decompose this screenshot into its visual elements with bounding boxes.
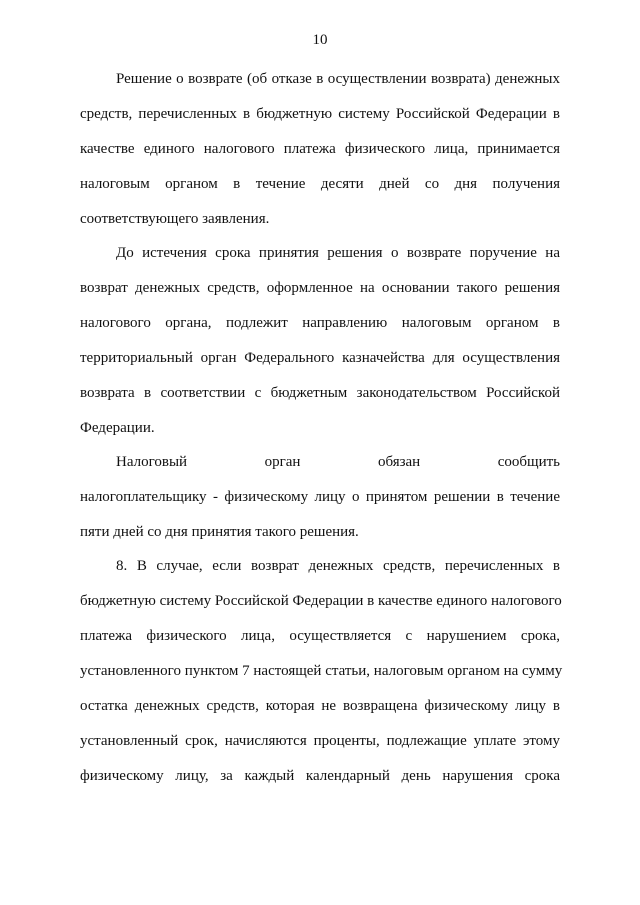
paragraph-4-line-2: бюджетную систему Российской Федерации в качестве единого налогового: [80, 593, 562, 609]
paragraph-2-line-3: налогового органа, подлежит направлению налоговым органом в: [80, 315, 560, 331]
paragraph-4-line-6: установленный срок, начисляются проценты, подлежащие уплате этому: [80, 733, 560, 749]
paragraph-3-line-2: налогоплательщику - физическому лицу о принятом решении в течение: [80, 489, 560, 505]
paragraph-1-line-4: налоговым органом в течение десяти дней со дня получения: [80, 176, 560, 192]
paragraph-4-line-7: физическому лицу, за каждый календарный день нарушения срока: [80, 768, 560, 784]
paragraph-2-line-5: возврата в соответствии с бюджетным законодательством Российской: [80, 385, 560, 401]
paragraph-2-line-6: Федерации.: [80, 420, 155, 436]
paragraph-1-line-5: соответствующего заявления.: [80, 211, 270, 227]
paragraph-1-line-2: средств, перечисленных в бюджетную систему Российской Федерации в: [80, 106, 560, 122]
paragraph-4-line-4: установленного пунктом 7 настоящей статьи, налоговым органом на сумму: [80, 663, 563, 679]
page-number: 10: [312, 32, 328, 48]
paragraph-4-line-5: остатка денежных средств, которая не возвращена физическому лицу в: [80, 698, 560, 714]
paragraph-3-line-1: Налоговый орган обязан сообщить: [116, 454, 560, 470]
paragraph-1-line-3: качестве единого налогового платежа физического лица, принимается: [80, 141, 560, 157]
paragraph-4-line-1: 8. В случае, если возврат денежных средств, перечисленных в: [116, 558, 560, 574]
paragraph-4-line-3: платежа физического лица, осуществляется с нарушением срока,: [80, 628, 560, 644]
paragraph-2-line-4: территориальный орган Федерального казначейства для осуществления: [80, 350, 560, 366]
paragraph-2-line-1: До истечения срока принятия решения о возврате поручение на: [116, 245, 560, 261]
paragraph-3-line-3: пяти дней со дня принятия такого решения.: [80, 524, 359, 540]
paragraph-1-line-1: Решение о возврате (об отказе в осуществлении возврата) денежных: [116, 71, 560, 87]
paragraph-2-line-2: возврат денежных средств, оформленное на основании такого решения: [80, 280, 560, 296]
